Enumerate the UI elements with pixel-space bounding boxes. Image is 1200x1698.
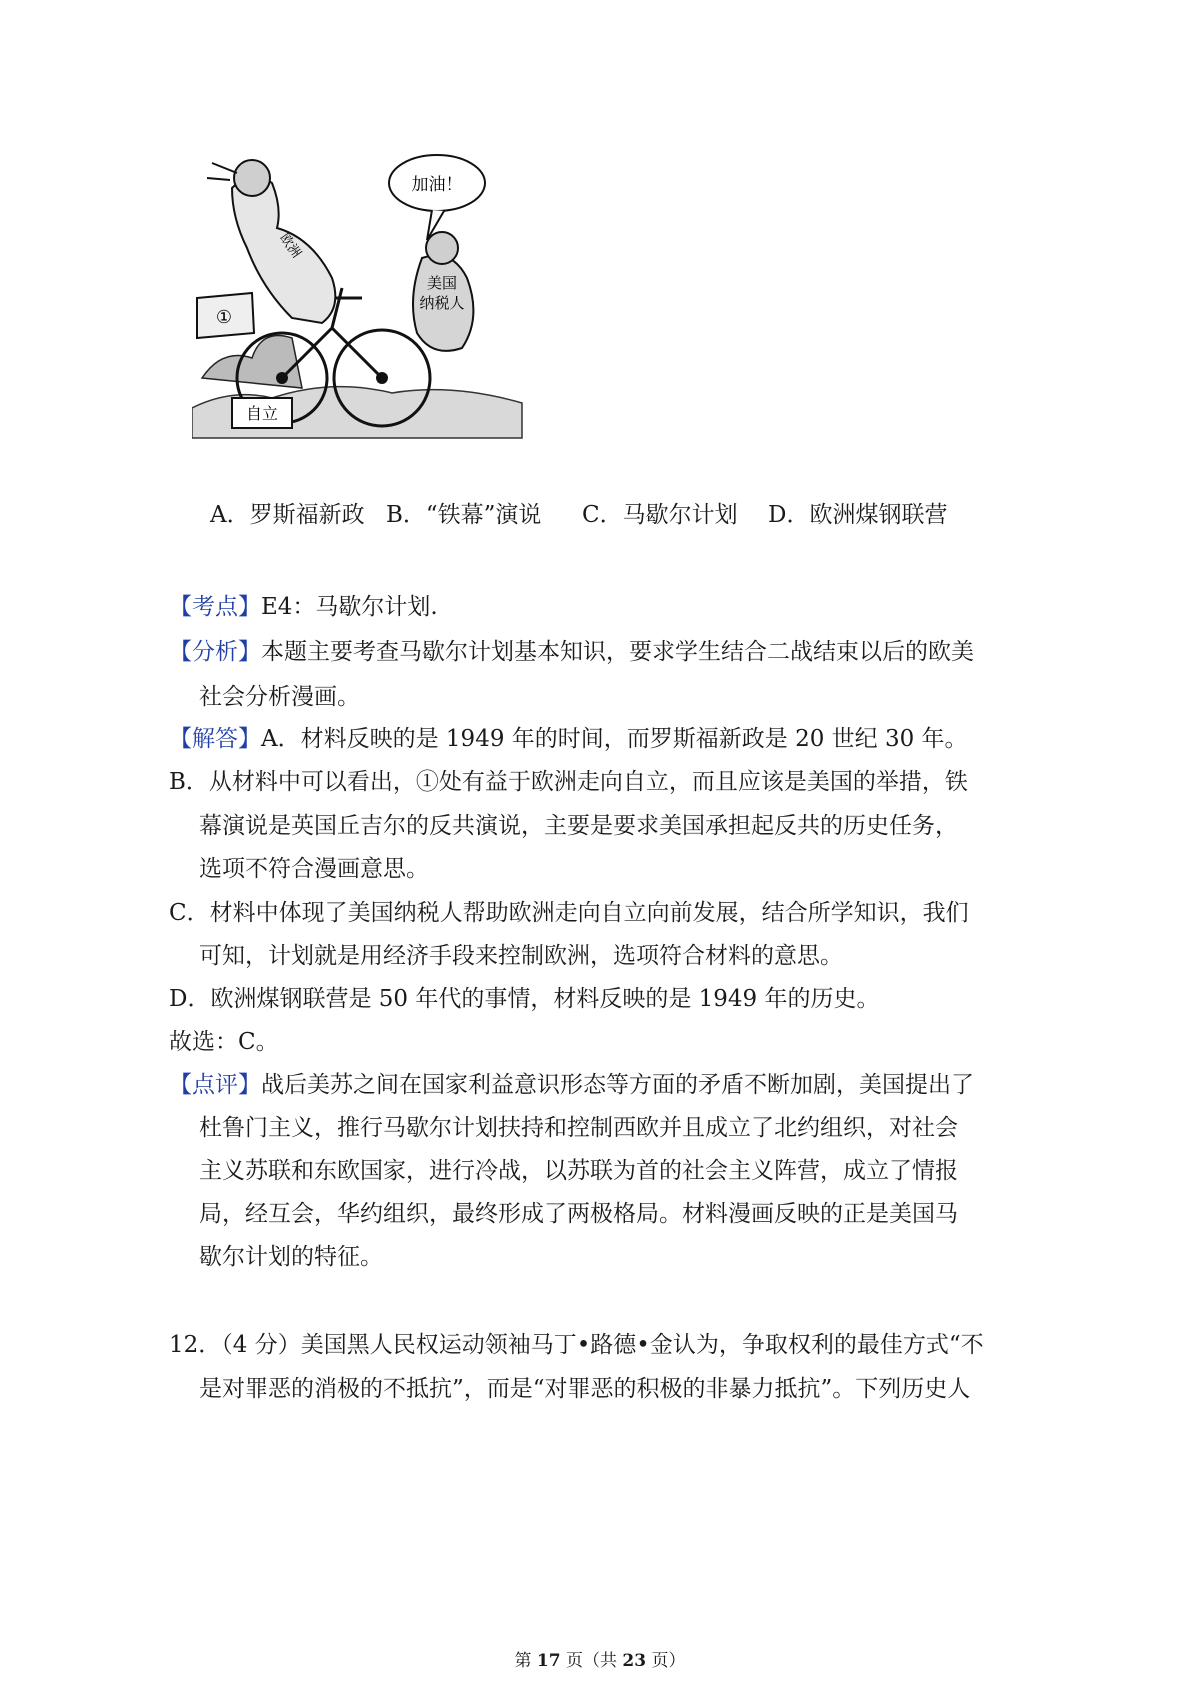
answer-d-line-1: D．欧洲煤钢联营是 50 年代的事情，材料反映的是 1949 年的历史。 [169,986,880,1012]
dianping-line-2: 杜鲁门主义，推行马歇尔计划扶持和控制西欧并且成立了北约组织，对社会 [199,1115,958,1141]
final-answer: 故选：C。 [169,1029,279,1055]
dianping-tag: 【点评】 [169,1072,261,1098]
answer-c-line-1: C．材料中体现了美国纳税人帮助欧洲走向自立向前发展，结合所学知识，我们 [169,900,969,926]
marshall-plan-cartoon [192,148,532,448]
dianping-line-3: 主义苏联和东欧国家，进行冷战，以苏联为首的社会主义阵营，成立了情报 [199,1158,958,1184]
fenxi-tag: 【分析】 [169,639,261,665]
standing-label: 自立 [245,404,279,423]
answer-b-line-2: 幕演说是英国丘吉尔的反共演说，主要是要求美国承担起反共的历史任务， [199,813,958,839]
option-d: D．欧洲煤钢联营 [768,502,948,528]
jieda-line: 【解答】A．材料反映的是 1949 年的时间，而罗斯福新政是 20 世纪 30 年。 [169,726,968,752]
bubble-text: 加油！ [411,175,463,195]
fenxi-line-1: 【分析】本题主要考查马歇尔计划基本知识，要求学生结合二战结束以后的欧美 [169,639,974,665]
taxpayer-label-2: 纳税人 [419,294,465,312]
europe-label: 欧洲 [276,231,304,261]
taxpayer-label-1: 美国 [426,274,458,292]
answer-b-line-1: B．从材料中可以看出，①处有益于欧洲走向自立，而且应该是美国的举措，铁 [169,769,968,795]
kaodian-tag: 【考点】 [169,594,261,620]
option-b: B．“铁幕”演说 [386,502,542,528]
question-12-line-1: 12．（4 分）美国黑人民权运动领袖马丁•路德•金认为，争取权利的最佳方式“不 [169,1332,984,1358]
answer-b-line-3: 选项不符合漫画意思。 [199,856,429,882]
option-c: C．马歇尔计划 [582,502,738,528]
fenxi-line-2: 社会分析漫画。 [199,684,360,710]
jieda-tag: 【解答】 [169,726,261,752]
total-pages: 23 [622,1651,647,1671]
dianping-line-1: 【点评】战后美苏之间在国家利益意识形态等方面的矛盾不断加剧，美国提出了 [169,1072,974,1098]
answer-c-line-2: 可知，计划就是用经济手段来控制欧洲，选项符合材料的意思。 [199,943,843,969]
question-12-line-2: 是对罪恶的消极的不抵抗”，而是“对罪恶的积极的非暴力抵抗”。下列历史人 [199,1376,971,1402]
dianping-line-4: 局，经互会，华约组织，最终形成了两极格局。材料漫画反映的正是美国马 [199,1201,958,1227]
page-footer: 第 17 页（共 23 页） [514,1651,686,1671]
current-page: 17 [536,1651,561,1671]
marker-one: ① [215,307,233,328]
dianping-line-5: 歇尔计划的特征。 [199,1244,383,1270]
kaodian-line: 【考点】E4：马歇尔计划. [169,594,438,620]
option-a: A．罗斯福新政 [210,502,365,528]
